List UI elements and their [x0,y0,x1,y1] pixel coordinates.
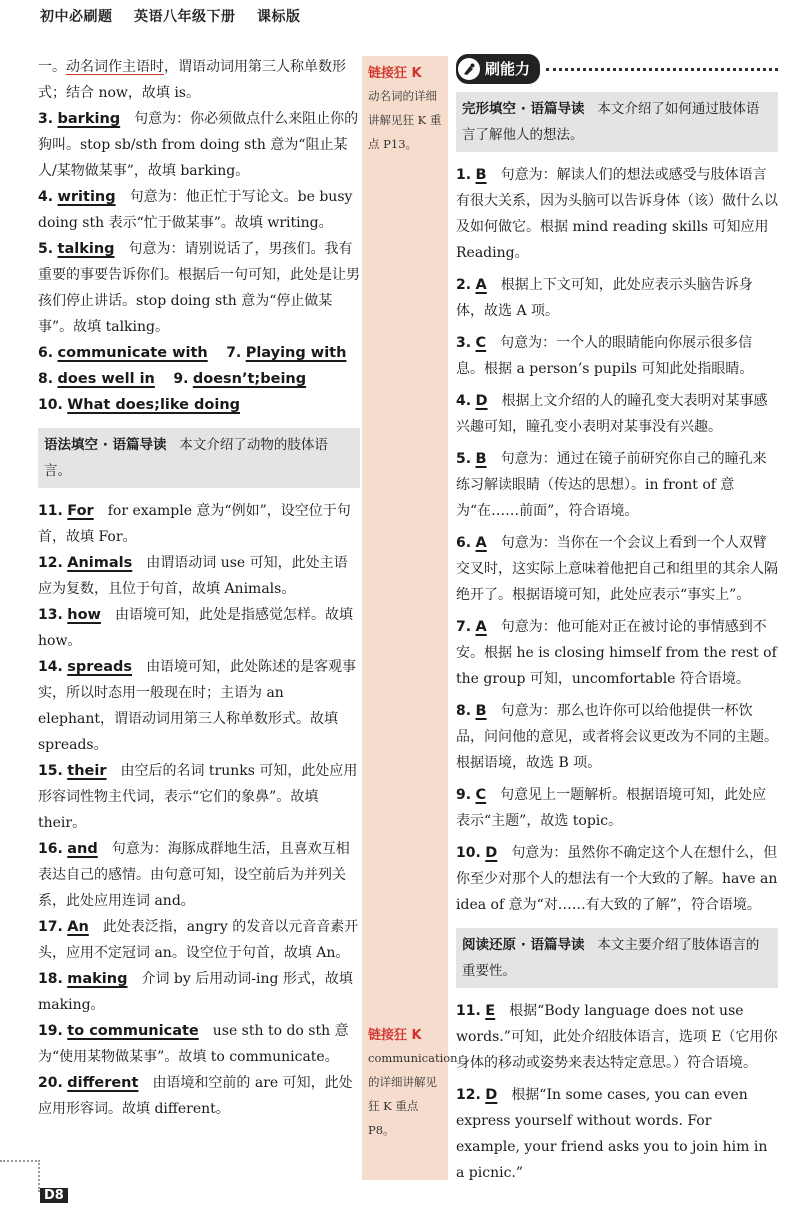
item-explanation: 句意为：当你在一个会议上看到一个人双臂交叉时，这实际上意味着他把自己和组里的其余人隔绝开了。根据语境可知，此处应表示“事实上”。 [456,535,778,603]
section-badge [456,54,540,84]
item-answer: different [67,1075,139,1091]
answer-item [38,602,360,654]
dotted-divider [546,68,778,71]
item-explanation: 句意见上一题解析。根据语境可知，此处应表示“主题”，故选 topic。 [456,787,767,829]
item-explanation: 由语境可知，此处是指感觉怎样。故填 how。 [38,607,353,649]
box2-text: 本文主要介绍了肢体语言的重要性。 [462,937,760,979]
box2-label: 阅读还原 · 语篇导读 [462,937,585,953]
side-note-text-1: 动名词的详细讲解见狂 K 重点 P13。 [368,89,442,151]
item-number: 3. [456,335,472,351]
brush-icon [458,58,480,80]
item-answer: spreads [67,659,133,675]
item-explanation: 根据上下文可知，此处应表示头脑告诉身体，故选 A 项。 [456,277,753,319]
item-answer: A [475,277,487,293]
item-answer: B [475,703,487,719]
answer-7: Playing with [245,345,347,361]
answer-item [456,388,778,440]
answer-item [38,836,360,914]
item-explanation: 由语境和空前的 are 可知，此处应用形容词。故填 different。 [38,1075,353,1117]
answer-item [38,966,360,1018]
item-answer: to communicate [67,1023,199,1039]
item-number: 8. [456,703,472,719]
header-book: 初中必刷题 [40,9,113,25]
section-title: 刷能力 [485,60,531,78]
item-explanation: 由语境可知，此处陈述的是客观事实，所以时态用一般现在时；主语为 an elephant，谓语动词用第三人称单数形式。故填 spreads。 [38,659,357,753]
cloze-intro-box [456,92,778,152]
side-note-strip [362,56,458,1180]
answer-item [456,698,778,776]
box-label: 语法填空 · 语篇导读 [44,437,167,453]
item-number: 11. [38,503,63,519]
item-number: 17. [38,919,63,935]
item-number: 6. [456,535,472,551]
item-explanation: 句意为：一个人的眼睛能向你展示很多信息。根据 a person’s pupils 可知此处指眼睛。 [456,335,754,377]
answer-item [38,1018,360,1070]
side-note-text-2: communication 的详细讲解见狂 K 重点 P8。 [368,1051,458,1137]
answer-item [456,162,778,266]
item-answer: D [485,845,498,861]
item-answer: their [67,763,107,779]
box-text: 本文介绍了动物的肢体语言。 [44,437,328,479]
side-note-2 [368,1026,458,1142]
item-number: 13. [38,607,63,623]
answer-line-10: 10. What does;like doing [38,397,241,413]
answer-item [38,184,360,236]
header-subject: 英语八年级下册 [134,9,236,25]
item-number: 12. [38,555,63,571]
item-number: 10. [456,845,481,861]
item-explanation: 根据“In some cases, you can even express yourself without words. For example, your friend asks you to join him in a picnic.” [456,1087,768,1181]
item-number: 19. [38,1023,63,1039]
answer-item [456,998,778,1076]
item-number: 2. [456,277,472,293]
item-answer: C [475,787,487,803]
item-answer: B [475,167,487,183]
link-tag-2: 链接狂 K [368,1028,422,1043]
reading-intro-box [456,928,778,988]
item-number: 3. [38,111,54,127]
item-answer: C [475,335,487,351]
answer-item [38,106,360,184]
answer-10: What does;like doing [67,397,241,413]
answer-item [456,446,778,524]
answer-item [38,914,360,966]
item-answer: D [475,393,488,409]
item-answer: An [67,919,89,935]
right-column [456,54,778,1186]
item-answer: D [485,1087,498,1103]
answer-item [456,330,778,382]
grammar-fill-intro-box [38,428,360,488]
answer-item [38,654,360,758]
item-explanation: 句意为：海豚成群地生活，且喜欢互相表达自己的感情。由句意可知，设空前后为并列关系，此处应用连词 and。 [38,841,350,909]
section-title-row [456,54,778,84]
item-explanation: 根据上文介绍的人的瞳孔变大表明对某事感兴趣可知，瞳孔变小表明对某事没有兴趣。 [456,393,768,435]
item-number: 11. [456,1003,481,1019]
item-answer: A [475,619,487,635]
page-number: D8 [40,1188,68,1203]
answer-line-8-9: 8. does well in 9. doesn’t;being [38,371,307,387]
answer-item [456,614,778,692]
item-explanation: 句意为：你必须做点什么来阻止你的狗叫。stop sb/sth from doing sth 意为“阻止某人/某物做某事”，故填 barking。 [38,111,359,179]
answer-9: doesn’t;being [192,371,307,387]
box1-label: 完形填空 · 语篇导读 [462,101,585,117]
answer-item [38,758,360,836]
item-explanation: 句意为：那么也许你可以给他提供一杯饮品，问问他的意见，或者将会议更改为不同的主题。根据语境，故选 B 项。 [456,703,778,771]
item-number: 1. [456,167,472,183]
answer-item [38,550,360,602]
running-header [40,6,301,26]
item-number: 16. [38,841,63,857]
answer-item [456,272,778,324]
item-number: 20. [38,1075,63,1091]
answer-item [38,498,360,550]
item-explanation: 句意为：虽然你不确定这个人在想什么，但你至少对那个人的想法有一个大致的了解。have an idea of 意为“对……有大致的了解”，符合语境。 [456,845,778,913]
item-answer: writing [57,189,116,205]
item-answer: B [475,451,487,467]
item-answer: For [67,503,94,519]
item-answer: E [485,1003,496,1019]
item-number: 14. [38,659,63,675]
item-number: 5. [456,451,472,467]
answer-item [38,236,360,340]
item-number: 12. [456,1087,481,1103]
item-number: 4. [38,189,54,205]
item-explanation: 由谓语动词 use 可知，此处主语应为复数，且位于句首，故填 Animals。 [38,555,348,597]
box1-text: 本文介绍了如何通过肢体语言了解他人的想法。 [462,101,760,143]
item-explanation: 由空后的名词 trunks 可知，此处应用形容词性物主代词，表示“它们的象鼻”。故填 their。 [38,763,358,831]
item-explanation: 句意为：他正忙于写论文。be busy doing sth 表示“忙于做某事”。故填 writing。 [38,189,353,231]
item-explanation: 句意为：通过在镜子前研究你自己的瞳孔来练习解读眼睛（传达的思想）。in front of 意为“在……前面”，符合语境。 [456,451,767,519]
item-answer: Animals [67,555,133,571]
item-explanation: 句意为：他可能对正在被讨论的事情感到不安。根据 he is closing himself from the rest of the group 可知，uncomfortable 符合语境。 [456,619,777,687]
item-answer: talking [57,241,115,257]
item-number: 15. [38,763,63,779]
item-explanation: 句意为：解读人们的想法或感受与肢体语言有很大关系，因为头脑可以告诉身体（该）做什么以及如何做它。根据 mind reading skills 可知应用 Reading。 [456,167,778,261]
item-explanation: use sth to do sth 意为“使用某物做某事”。故填 to communicate。 [38,1023,349,1065]
item-answer: and [67,841,98,857]
item-explanation: 句意为：请别说话了，男孩们。我有重要的事要告诉你们。根据后一句可知，此处是让男孩们停止讲话。stop doing sth 意为“停止做某事”。故填 talking。 [38,241,360,335]
item-explanation: 此处表泛指，angry 的发音以元音音素开头，应用不定冠词 an。设空位于句首，故填 An。 [38,919,359,961]
answer-item [456,782,778,834]
item-explanation: for example 意为“例如”，设空位于句首，故填 For。 [38,503,351,545]
side-note-1 [368,64,446,156]
answer-item [456,840,778,918]
highlighted-phrase: 动名词作主语时 [66,59,164,75]
item-explanation: 介词 by 后用动词-ing 形式，故填 making。 [38,971,353,1013]
left-column [38,54,360,1122]
item-number: 4. [456,393,472,409]
item-number: 7. [456,619,472,635]
answer-item [38,1070,360,1122]
answer-item [456,1082,778,1186]
item-explanation: 根据“Body language does not use words.”可知，此处介绍肢体语言，选项 E（它用你身体的移动或姿势来表达特定意思。）符合语境。 [456,1003,778,1071]
item-answer: how [67,607,101,623]
item-number: 5. [38,241,54,257]
header-edition: 课标版 [257,9,301,25]
item-answer: A [475,535,487,551]
item-answer: barking [57,111,121,127]
item-answer: making [67,971,128,987]
answer-item [456,530,778,608]
answer-6: communicate with [57,345,208,361]
intro-paragraph: 一。动名词作主语时，谓语动词用第三人称单数形式；结合 now，故填 is。 [38,59,346,101]
answer-line-6-7: 6. communicate with 7. Playing with [38,345,347,361]
link-tag-1: 链接狂 K [368,66,422,81]
item-number: 9. [456,787,472,803]
corner-dots [0,1160,40,1192]
answer-8: does well in [57,371,155,387]
item-number: 18. [38,971,63,987]
